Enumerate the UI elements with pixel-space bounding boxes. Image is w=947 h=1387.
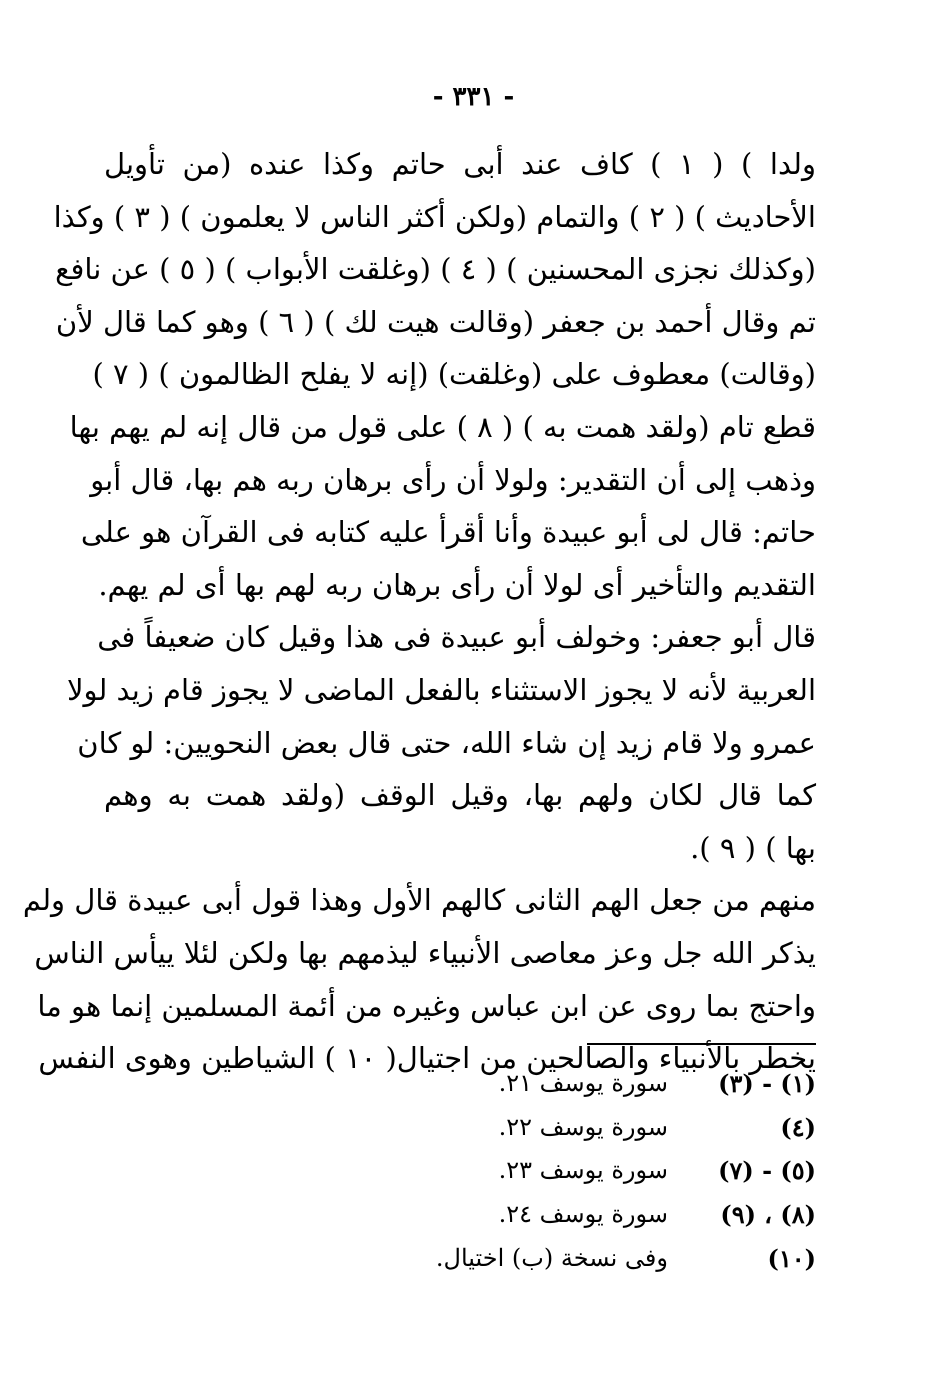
body-text [22, 138, 816, 1085]
text-line: حاتم: قال لى أبو عبيدة وأنا أقرأ عليه كتابه فى القرآن هو على [80, 515, 816, 550]
footnote-marker: (١) - (٣) [718, 1069, 816, 1098]
page-number: - ٣٣١ - [432, 82, 515, 112]
text-line: التقديم والتأخير أى لولا أن رأى برهان ربه لهم بها أى لم يهم. [98, 567, 816, 602]
footnote-item [380, 1062, 816, 1106]
text-line: يذكر الله جل وعز معاصى الأنبياء ليذمهم بها ولكن لئلا ييأس الناس [34, 935, 816, 970]
footnote-item [380, 1149, 816, 1193]
footnote-marker: (٥) - (٧) [718, 1156, 816, 1186]
text-line: تم وقال أحمد بن جعفر (وقالت هيت لك ) ( ٦ ) وهو كما قال لأن [55, 304, 816, 339]
text-line: الأحاديث ) ( ٢ ) والتمام (ولكن أكثر الناس لا يعلمون ) ( ٣ ) وكذا [53, 199, 816, 234]
footnote-text: سورة يوسف ٢٢. [498, 1112, 668, 1141]
text-line: يخطر بالأنبياء والصالحين من اجتيال( ١٠ ) الشياطين وهوى النفس [38, 1041, 816, 1076]
footnote-marker: (٤) [780, 1112, 816, 1142]
footnotes [380, 1062, 816, 1280]
footnote-text: وفى نسخة (ب) اختيال. [435, 1243, 668, 1272]
text-line: قال أبو جعفر: وخولف أبو عبيدة فى هذا وقيل كان ضعيفاً فى [97, 620, 816, 655]
text-line: بها ) ( ٩ ). [690, 830, 816, 865]
text-line: كما قال لكان ولهم بها، وقيل الوقف (ولقد همت به وهم [104, 778, 816, 813]
footnote-text: سورة يوسف ٢٣. [498, 1156, 668, 1185]
text-line: وذهب إلى أن التقدير: ولولا أن رأى برهان ربه هم بها، قال أبو [90, 462, 816, 497]
footnote-divider [587, 1043, 816, 1045]
text-line: قطع تام (ولقد همت به ) ( ٨ ) على قول من قال إنه لم يهم بها [69, 409, 816, 444]
footnote-marker: (١٠) [767, 1243, 816, 1273]
text-line: العربية لأنه لا يجوز الاستثناء بالفعل الماضى لا يجوز قام زيد لولا [66, 672, 816, 707]
text-line: واحتج بما روى عن ابن عباس وغيره من أئمة المسلمين إنما هو ما [37, 988, 816, 1023]
footnote-marker: (٨) ، (٩) [720, 1200, 816, 1230]
text-line: عمرو ولا قام زيد إن شاء الله، حتى قال بعض النحويين: لو كان [77, 725, 816, 760]
text-line: (وكذلك نجزى المحسنين ) ( ٤ ) (وغلقت الأبواب ) ( ٥ ) عن نافع [55, 252, 816, 287]
text-line: (وقالت) معطوف على (وغلقت) (إنه لا يفلح الظالمون ) ( ٧ ) [92, 357, 816, 392]
footnote-text: سورة يوسف ٢١. [498, 1069, 668, 1097]
footnote-text: سورة يوسف ٢٤. [498, 1200, 668, 1229]
text-line: ولدا ) ( ١ ) كاف عند أبى حاتم وكذا عنده (من تأويل [104, 147, 816, 181]
footnote-item [380, 1237, 816, 1281]
footnote-item [380, 1106, 816, 1150]
text-line: منهم من جعل الهم الثانى كالهم الأول وهذا قول أبى عبيدة قال ولم [22, 883, 816, 918]
footnote-item [380, 1193, 816, 1237]
